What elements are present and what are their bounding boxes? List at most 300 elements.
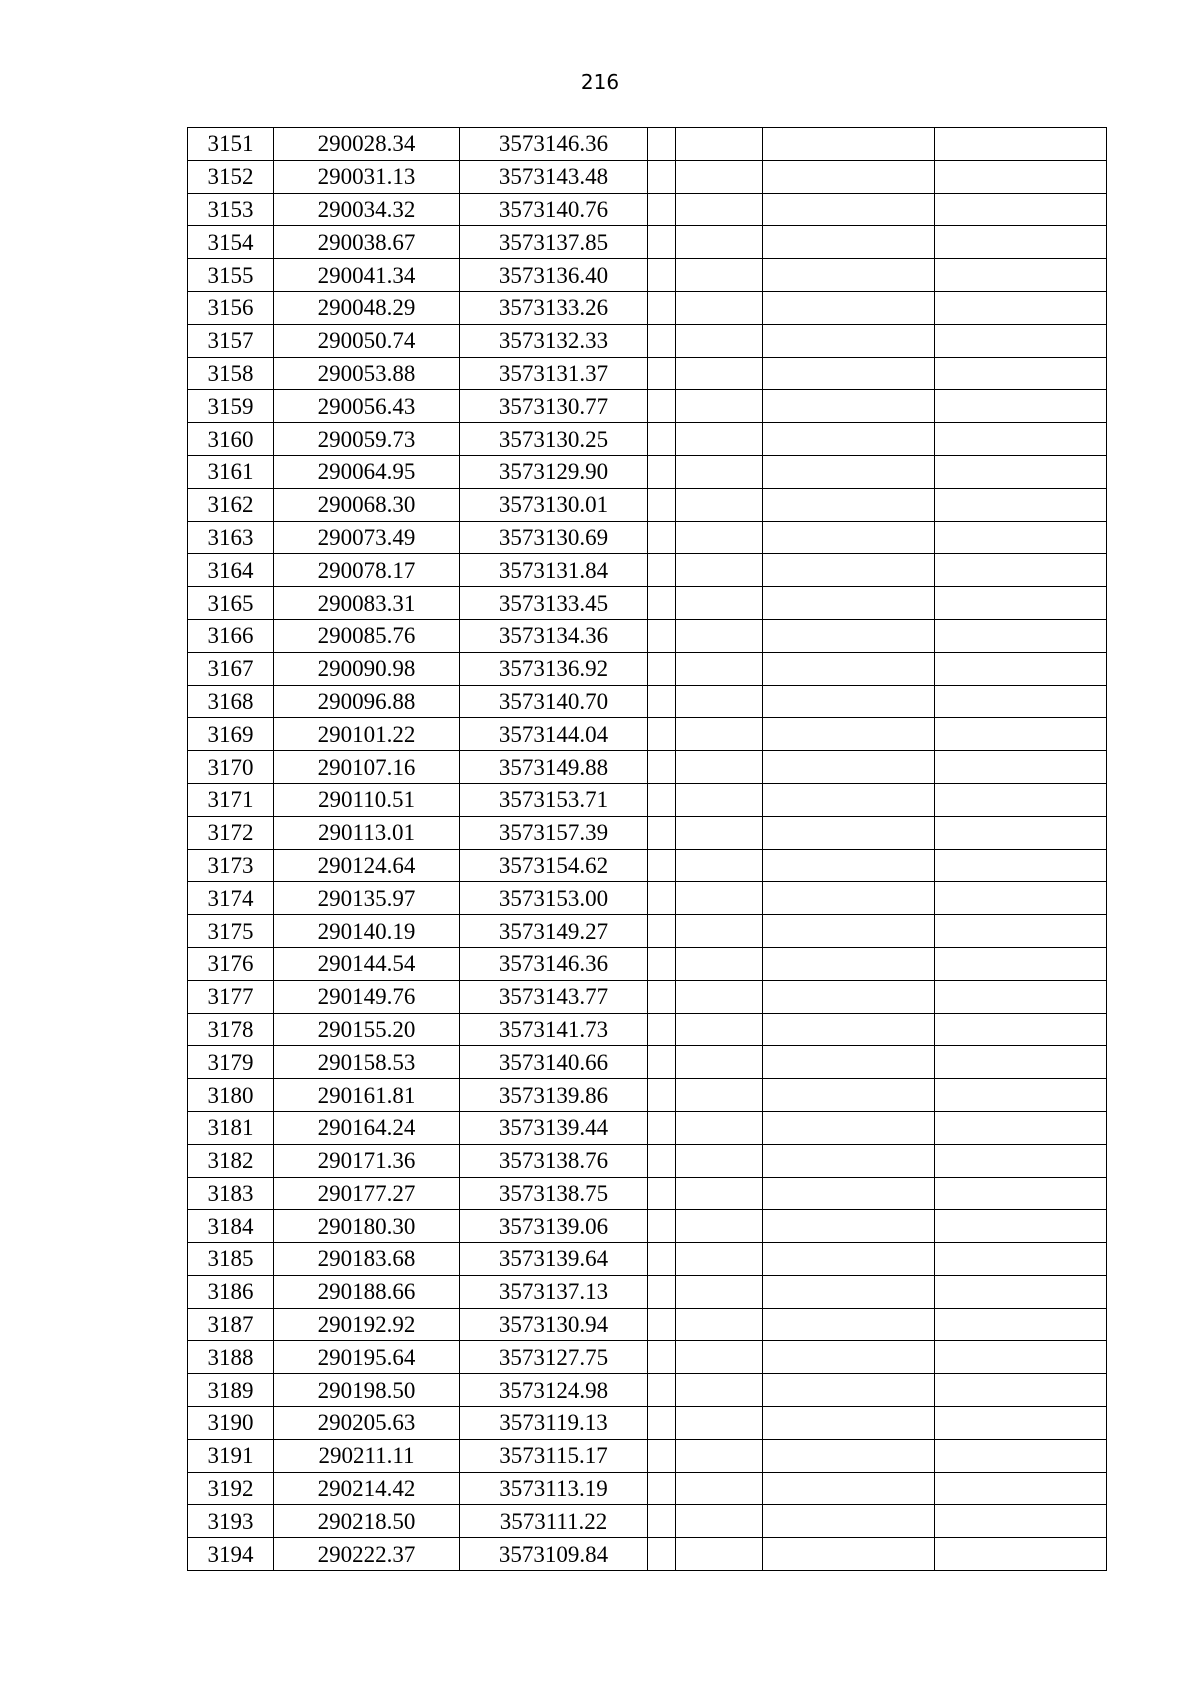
blank-cell-3 [763, 652, 935, 685]
table-row [188, 1111, 1107, 1144]
blank-cell-2 [676, 291, 763, 324]
blank-cell-1 [648, 685, 676, 718]
blank-cell-2 [676, 619, 763, 652]
blank-cell-3 [763, 1013, 935, 1046]
x-coordinate-cell: 290214.42 [274, 1472, 460, 1505]
y-coordinate-cell: 3573137.13 [460, 1275, 648, 1308]
table-row [188, 1538, 1107, 1571]
x-coordinate-cell: 290155.20 [274, 1013, 460, 1046]
x-coordinate-cell: 290124.64 [274, 849, 460, 882]
blank-cell-4 [935, 1013, 1107, 1046]
table-row [188, 718, 1107, 751]
x-coordinate-cell: 290164.24 [274, 1111, 460, 1144]
blank-cell-1 [648, 160, 676, 193]
blank-cell-2 [676, 1046, 763, 1079]
point-number-cell: 3189 [188, 1374, 274, 1407]
point-number-cell: 3172 [188, 816, 274, 849]
point-number-cell: 3152 [188, 160, 274, 193]
table-row [188, 128, 1107, 161]
point-number-cell: 3160 [188, 423, 274, 456]
blank-cell-3 [763, 947, 935, 980]
y-coordinate-cell: 3573139.44 [460, 1111, 648, 1144]
blank-cell-2 [676, 1275, 763, 1308]
blank-cell-1 [648, 783, 676, 816]
point-number-cell: 3192 [188, 1472, 274, 1505]
blank-cell-2 [676, 1144, 763, 1177]
blank-cell-2 [676, 1079, 763, 1112]
blank-cell-1 [648, 1439, 676, 1472]
point-number-cell: 3157 [188, 324, 274, 357]
blank-cell-3 [763, 1374, 935, 1407]
y-coordinate-cell: 3573153.00 [460, 882, 648, 915]
blank-cell-2 [676, 128, 763, 161]
point-number-cell: 3166 [188, 619, 274, 652]
y-coordinate-cell: 3573130.25 [460, 423, 648, 456]
blank-cell-4 [935, 783, 1107, 816]
table-row [188, 291, 1107, 324]
y-coordinate-cell: 3573119.13 [460, 1407, 648, 1440]
table-row [188, 1177, 1107, 1210]
table-row [188, 455, 1107, 488]
x-coordinate-cell: 290149.76 [274, 980, 460, 1013]
blank-cell-2 [676, 259, 763, 292]
y-coordinate-cell: 3573140.70 [460, 685, 648, 718]
table-row [188, 193, 1107, 226]
blank-cell-2 [676, 1472, 763, 1505]
blank-cell-3 [763, 226, 935, 259]
blank-cell-1 [648, 947, 676, 980]
point-number-cell: 3165 [188, 587, 274, 620]
point-number-cell: 3183 [188, 1177, 274, 1210]
y-coordinate-cell: 3573139.64 [460, 1243, 648, 1276]
x-coordinate-cell: 290177.27 [274, 1177, 460, 1210]
table-row [188, 816, 1107, 849]
x-coordinate-cell: 290198.50 [274, 1374, 460, 1407]
blank-cell-4 [935, 193, 1107, 226]
x-coordinate-cell: 290195.64 [274, 1341, 460, 1374]
blank-cell-2 [676, 1308, 763, 1341]
blank-cell-1 [648, 1243, 676, 1276]
x-coordinate-cell: 290222.37 [274, 1538, 460, 1571]
blank-cell-4 [935, 423, 1107, 456]
blank-cell-4 [935, 685, 1107, 718]
point-number-cell: 3155 [188, 259, 274, 292]
blank-cell-3 [763, 193, 935, 226]
blank-cell-1 [648, 193, 676, 226]
x-coordinate-cell: 290034.32 [274, 193, 460, 226]
y-coordinate-cell: 3573113.19 [460, 1472, 648, 1505]
blank-cell-3 [763, 1144, 935, 1177]
point-number-cell: 3169 [188, 718, 274, 751]
blank-cell-2 [676, 193, 763, 226]
blank-cell-2 [676, 783, 763, 816]
x-coordinate-cell: 290068.30 [274, 488, 460, 521]
point-number-cell: 3173 [188, 849, 274, 882]
blank-cell-1 [648, 554, 676, 587]
blank-cell-3 [763, 1275, 935, 1308]
blank-cell-2 [676, 1177, 763, 1210]
y-coordinate-cell: 3573111.22 [460, 1505, 648, 1538]
blank-cell-4 [935, 455, 1107, 488]
blank-cell-3 [763, 1538, 935, 1571]
x-coordinate-cell: 290050.74 [274, 324, 460, 357]
blank-cell-4 [935, 980, 1107, 1013]
x-coordinate-cell: 290085.76 [274, 619, 460, 652]
table-row [188, 226, 1107, 259]
blank-cell-4 [935, 882, 1107, 915]
blank-cell-4 [935, 1243, 1107, 1276]
x-coordinate-cell: 290188.66 [274, 1275, 460, 1308]
point-number-cell: 3168 [188, 685, 274, 718]
table-row [188, 357, 1107, 390]
blank-cell-1 [648, 226, 676, 259]
table-row [188, 783, 1107, 816]
x-coordinate-cell: 290048.29 [274, 291, 460, 324]
y-coordinate-cell: 3573136.40 [460, 259, 648, 292]
table-row [188, 652, 1107, 685]
x-coordinate-cell: 290090.98 [274, 652, 460, 685]
blank-cell-1 [648, 652, 676, 685]
blank-cell-3 [763, 882, 935, 915]
blank-cell-2 [676, 1538, 763, 1571]
point-number-cell: 3153 [188, 193, 274, 226]
blank-cell-2 [676, 751, 763, 784]
blank-cell-1 [648, 1472, 676, 1505]
blank-cell-3 [763, 521, 935, 554]
x-coordinate-cell: 290161.81 [274, 1079, 460, 1112]
blank-cell-1 [648, 1111, 676, 1144]
blank-cell-3 [763, 554, 935, 587]
point-number-cell: 3167 [188, 652, 274, 685]
table-row [188, 259, 1107, 292]
y-coordinate-cell: 3573139.86 [460, 1079, 648, 1112]
blank-cell-1 [648, 324, 676, 357]
x-coordinate-cell: 290078.17 [274, 554, 460, 587]
blank-cell-4 [935, 619, 1107, 652]
blank-cell-1 [648, 128, 676, 161]
blank-cell-3 [763, 1243, 935, 1276]
point-number-cell: 3182 [188, 1144, 274, 1177]
y-coordinate-cell: 3573131.37 [460, 357, 648, 390]
blank-cell-4 [935, 160, 1107, 193]
x-coordinate-cell: 290059.73 [274, 423, 460, 456]
point-number-cell: 3163 [188, 521, 274, 554]
blank-cell-1 [648, 1046, 676, 1079]
blank-cell-3 [763, 1472, 935, 1505]
x-coordinate-cell: 290041.34 [274, 259, 460, 292]
table-row [188, 423, 1107, 456]
blank-cell-4 [935, 1341, 1107, 1374]
y-coordinate-cell: 3573146.36 [460, 947, 648, 980]
blank-cell-2 [676, 1111, 763, 1144]
blank-cell-3 [763, 1407, 935, 1440]
y-coordinate-cell: 3573130.94 [460, 1308, 648, 1341]
table-row [188, 849, 1107, 882]
x-coordinate-cell: 290028.34 [274, 128, 460, 161]
y-coordinate-cell: 3573140.66 [460, 1046, 648, 1079]
blank-cell-3 [763, 423, 935, 456]
table-row [188, 1210, 1107, 1243]
point-number-cell: 3175 [188, 915, 274, 948]
blank-cell-1 [648, 915, 676, 948]
y-coordinate-cell: 3573130.01 [460, 488, 648, 521]
point-number-cell: 3159 [188, 390, 274, 423]
blank-cell-3 [763, 751, 935, 784]
blank-cell-4 [935, 1275, 1107, 1308]
coordinates-table [187, 127, 1107, 1571]
blank-cell-1 [648, 1308, 676, 1341]
x-coordinate-cell: 290053.88 [274, 357, 460, 390]
blank-cell-4 [935, 1210, 1107, 1243]
y-coordinate-cell: 3573157.39 [460, 816, 648, 849]
blank-cell-2 [676, 685, 763, 718]
y-coordinate-cell: 3573130.77 [460, 390, 648, 423]
point-number-cell: 3190 [188, 1407, 274, 1440]
blank-cell-1 [648, 455, 676, 488]
x-coordinate-cell: 290031.13 [274, 160, 460, 193]
blank-cell-3 [763, 915, 935, 948]
blank-cell-2 [676, 1439, 763, 1472]
blank-cell-4 [935, 1505, 1107, 1538]
table-row [188, 947, 1107, 980]
y-coordinate-cell: 3573138.76 [460, 1144, 648, 1177]
blank-cell-3 [763, 128, 935, 161]
table-row [188, 554, 1107, 587]
x-coordinate-cell: 290064.95 [274, 455, 460, 488]
point-number-cell: 3193 [188, 1505, 274, 1538]
blank-cell-2 [676, 947, 763, 980]
blank-cell-1 [648, 587, 676, 620]
blank-cell-3 [763, 488, 935, 521]
point-number-cell: 3154 [188, 226, 274, 259]
blank-cell-2 [676, 587, 763, 620]
blank-cell-4 [935, 652, 1107, 685]
point-number-cell: 3164 [188, 554, 274, 587]
table-row [188, 1243, 1107, 1276]
point-number-cell: 3174 [188, 882, 274, 915]
blank-cell-4 [935, 849, 1107, 882]
blank-cell-2 [676, 718, 763, 751]
point-number-cell: 3171 [188, 783, 274, 816]
blank-cell-4 [935, 1308, 1107, 1341]
y-coordinate-cell: 3573124.98 [460, 1374, 648, 1407]
blank-cell-1 [648, 521, 676, 554]
blank-cell-3 [763, 1210, 935, 1243]
point-number-cell: 3180 [188, 1079, 274, 1112]
y-coordinate-cell: 3573143.48 [460, 160, 648, 193]
y-coordinate-cell: 3573138.75 [460, 1177, 648, 1210]
blank-cell-3 [763, 357, 935, 390]
table-row [188, 1144, 1107, 1177]
blank-cell-1 [648, 980, 676, 1013]
blank-cell-4 [935, 1144, 1107, 1177]
blank-cell-2 [676, 652, 763, 685]
blank-cell-3 [763, 1439, 935, 1472]
y-coordinate-cell: 3573146.36 [460, 128, 648, 161]
x-coordinate-cell: 290096.88 [274, 685, 460, 718]
point-number-cell: 3158 [188, 357, 274, 390]
blank-cell-3 [763, 619, 935, 652]
y-coordinate-cell: 3573129.90 [460, 455, 648, 488]
blank-cell-3 [763, 455, 935, 488]
blank-cell-2 [676, 554, 763, 587]
blank-cell-3 [763, 1341, 935, 1374]
blank-cell-2 [676, 915, 763, 948]
blank-cell-2 [676, 882, 763, 915]
blank-cell-2 [676, 1013, 763, 1046]
blank-cell-1 [648, 1275, 676, 1308]
point-number-cell: 3176 [188, 947, 274, 980]
blank-cell-4 [935, 751, 1107, 784]
blank-cell-4 [935, 488, 1107, 521]
blank-cell-2 [676, 816, 763, 849]
x-coordinate-cell: 290101.22 [274, 718, 460, 751]
x-coordinate-cell: 290192.92 [274, 1308, 460, 1341]
table-row [188, 1472, 1107, 1505]
y-coordinate-cell: 3573137.85 [460, 226, 648, 259]
blank-cell-1 [648, 882, 676, 915]
table-row [188, 1046, 1107, 1079]
x-coordinate-cell: 290038.67 [274, 226, 460, 259]
point-number-cell: 3161 [188, 455, 274, 488]
blank-cell-1 [648, 357, 676, 390]
blank-cell-2 [676, 1341, 763, 1374]
blank-cell-3 [763, 783, 935, 816]
blank-cell-4 [935, 259, 1107, 292]
blank-cell-1 [648, 816, 676, 849]
table-row [188, 751, 1107, 784]
blank-cell-1 [648, 1079, 676, 1112]
x-coordinate-cell: 290107.16 [274, 751, 460, 784]
blank-cell-3 [763, 1046, 935, 1079]
blank-cell-1 [648, 1013, 676, 1046]
table-row [188, 160, 1107, 193]
y-coordinate-cell: 3573131.84 [460, 554, 648, 587]
blank-cell-1 [648, 1177, 676, 1210]
blank-cell-2 [676, 1243, 763, 1276]
point-number-cell: 3162 [188, 488, 274, 521]
point-number-cell: 3188 [188, 1341, 274, 1374]
blank-cell-4 [935, 915, 1107, 948]
point-number-cell: 3185 [188, 1243, 274, 1276]
x-coordinate-cell: 290110.51 [274, 783, 460, 816]
table-row [188, 915, 1107, 948]
x-coordinate-cell: 290211.11 [274, 1439, 460, 1472]
blank-cell-2 [676, 226, 763, 259]
blank-cell-3 [763, 160, 935, 193]
table-row [188, 1013, 1107, 1046]
point-number-cell: 3177 [188, 980, 274, 1013]
blank-cell-1 [648, 619, 676, 652]
blank-cell-2 [676, 849, 763, 882]
blank-cell-3 [763, 980, 935, 1013]
blank-cell-2 [676, 980, 763, 1013]
blank-cell-1 [648, 488, 676, 521]
table-row [188, 1079, 1107, 1112]
blank-cell-4 [935, 587, 1107, 620]
blank-cell-3 [763, 587, 935, 620]
blank-cell-3 [763, 1111, 935, 1144]
blank-cell-2 [676, 488, 763, 521]
blank-cell-3 [763, 259, 935, 292]
blank-cell-2 [676, 160, 763, 193]
blank-cell-1 [648, 1407, 676, 1440]
blank-cell-4 [935, 1111, 1107, 1144]
table-row [188, 1341, 1107, 1374]
blank-cell-4 [935, 1538, 1107, 1571]
blank-cell-4 [935, 128, 1107, 161]
y-coordinate-cell: 3573136.92 [460, 652, 648, 685]
blank-cell-4 [935, 1046, 1107, 1079]
point-number-cell: 3184 [188, 1210, 274, 1243]
blank-cell-3 [763, 816, 935, 849]
blank-cell-4 [935, 324, 1107, 357]
table-row [188, 1407, 1107, 1440]
blank-cell-3 [763, 1505, 935, 1538]
y-coordinate-cell: 3573134.36 [460, 619, 648, 652]
blank-cell-4 [935, 1472, 1107, 1505]
x-coordinate-cell: 290135.97 [274, 882, 460, 915]
blank-cell-2 [676, 1210, 763, 1243]
blank-cell-1 [648, 1144, 676, 1177]
table-row [188, 587, 1107, 620]
blank-cell-3 [763, 685, 935, 718]
blank-cell-2 [676, 1374, 763, 1407]
blank-cell-4 [935, 554, 1107, 587]
point-number-cell: 3179 [188, 1046, 274, 1079]
blank-cell-3 [763, 1079, 935, 1112]
y-coordinate-cell: 3573115.17 [460, 1439, 648, 1472]
blank-cell-4 [935, 718, 1107, 751]
y-coordinate-cell: 3573143.77 [460, 980, 648, 1013]
blank-cell-2 [676, 423, 763, 456]
blank-cell-4 [935, 1407, 1107, 1440]
x-coordinate-cell: 290140.19 [274, 915, 460, 948]
blank-cell-3 [763, 324, 935, 357]
y-coordinate-cell: 3573153.71 [460, 783, 648, 816]
blank-cell-2 [676, 357, 763, 390]
blank-cell-1 [648, 1505, 676, 1538]
blank-cell-3 [763, 390, 935, 423]
blank-cell-4 [935, 357, 1107, 390]
table-row [188, 390, 1107, 423]
x-coordinate-cell: 290158.53 [274, 1046, 460, 1079]
blank-cell-4 [935, 1079, 1107, 1112]
y-coordinate-cell: 3573133.45 [460, 587, 648, 620]
blank-cell-1 [648, 1374, 676, 1407]
y-coordinate-cell: 3573141.73 [460, 1013, 648, 1046]
point-number-cell: 3191 [188, 1439, 274, 1472]
blank-cell-3 [763, 1177, 935, 1210]
point-number-cell: 3186 [188, 1275, 274, 1308]
y-coordinate-cell: 3573132.33 [460, 324, 648, 357]
table-body [188, 128, 1107, 1571]
blank-cell-1 [648, 1538, 676, 1571]
blank-cell-2 [676, 455, 763, 488]
table-row [188, 1439, 1107, 1472]
blank-cell-2 [676, 1407, 763, 1440]
blank-cell-1 [648, 291, 676, 324]
point-number-cell: 3170 [188, 751, 274, 784]
y-coordinate-cell: 3573109.84 [460, 1538, 648, 1571]
table-row [188, 1374, 1107, 1407]
table-row [188, 882, 1107, 915]
x-coordinate-cell: 290180.30 [274, 1210, 460, 1243]
table-row [188, 521, 1107, 554]
y-coordinate-cell: 3573133.26 [460, 291, 648, 324]
blank-cell-1 [648, 751, 676, 784]
blank-cell-3 [763, 849, 935, 882]
